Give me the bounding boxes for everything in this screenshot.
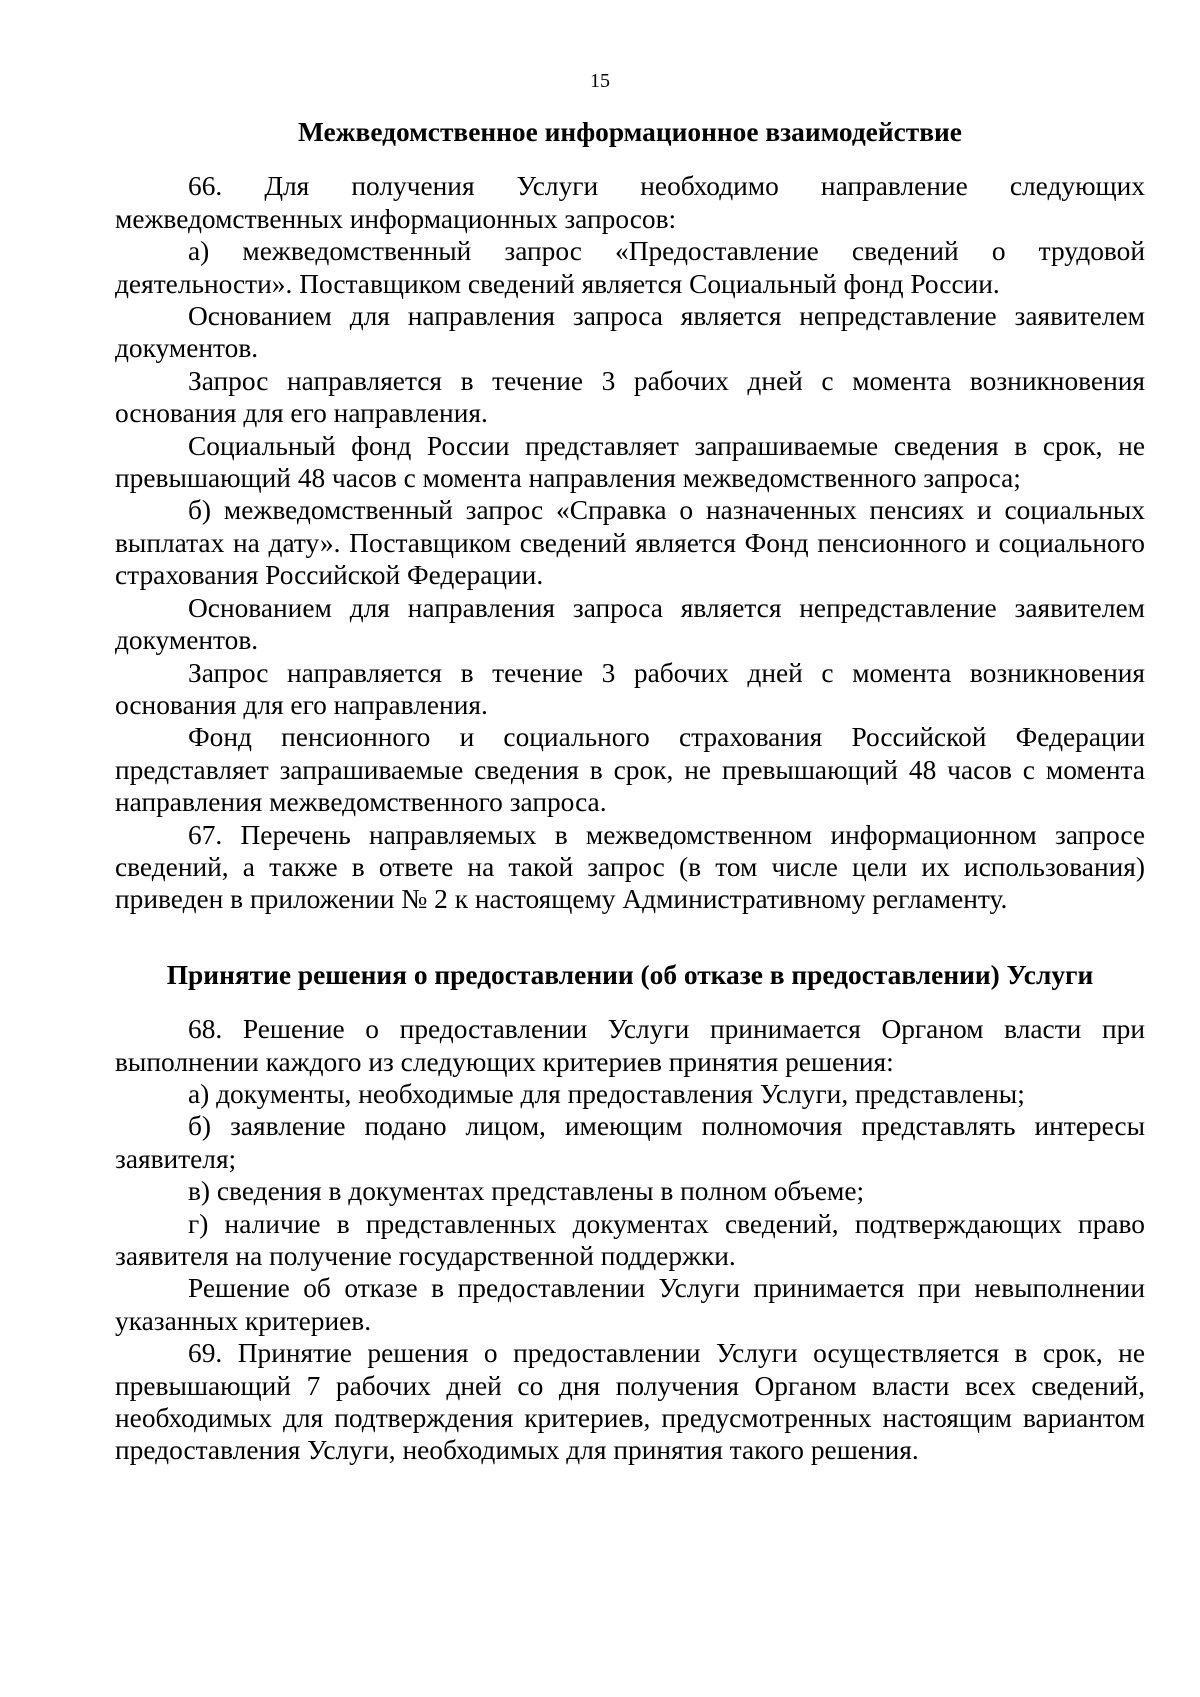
paragraph: Основанием для направления запроса является непредставление заявителем документов. xyxy=(115,592,1145,656)
paragraph: б) межведомственный запрос «Справка о назначенных пенсиях и социальных выплатах на дату». Поставщиком сведений является Фонд пенсионного и социального страхования Российской Федерации. xyxy=(115,495,1145,591)
document-body xyxy=(115,116,1145,1467)
paragraph: 66. Для получения Услуги необходимо направление следующих межведомственных информационных запросов: xyxy=(115,171,1145,234)
paragraph: а) межведомственный запрос «Предоставление сведений о трудовой деятельности». Поставщиком сведений является Социальный фонд России. xyxy=(115,236,1145,299)
paragraph: 67. Перечень направляемых в межведомственном информационном запросе сведений, а также в ответе на такой запрос (в том числе цели их использования) приведен в приложении № 2 к настоящему Административному регламенту. xyxy=(115,819,1145,915)
paragraph: Фонд пенсионного и социального страхования Российской Федерации представляет запрашиваемые сведения в срок, не превышающий 48 часов с момента направления межведомственного запроса. xyxy=(115,722,1145,818)
paragraph: г) наличие в представленных документах сведений, подтверждающих право заявителя на получение государственной поддержки. xyxy=(115,1208,1145,1271)
paragraph: Основанием для направления запроса является непредставление заявителем документов. xyxy=(115,301,1145,364)
paragraph: а) документы, необходимые для предоставления Услуги, представлены; xyxy=(188,1078,1025,1109)
paragraph: в) сведения в документах представлены в полном объеме; xyxy=(188,1176,865,1207)
paragraph: Запрос направляется в течение 3 рабочих дней с момента возникновения основания для его направления. xyxy=(115,365,1145,429)
section-heading: Межведомственное информационное взаимодействие xyxy=(298,117,962,147)
paragraph: 69. Принятие решения о предоставлении Услуги осуществляется в срок, не превышающий 7 рабочих дней со дня получения Органом власти всех сведений, необходимых для подтверждения критериев, предусмотренных настоящим вариантом предоставления Услуги, необходимых для принятия такого решения. xyxy=(115,1338,1145,1466)
page-number: 15 xyxy=(590,70,610,92)
paragraph: Запрос направляется в течение 3 рабочих дней с момента возникновения основания для его направления. xyxy=(115,657,1145,720)
paragraph: 68. Решение о предоставлении Услуги принимается Органом власти при выполнении каждого из следующих критериев принятия решения: xyxy=(115,1014,1145,1077)
paragraph: б) заявление подано лицом, имеющим полномочия представлять интересы заявителя; xyxy=(115,1111,1145,1174)
paragraph: Решение об отказе в предоставлении Услуги принимается при невыполнении указанных критериев. xyxy=(115,1273,1145,1336)
section-heading: Принятие решения о предоставлении (об отказе в предоставлении) Услуги xyxy=(166,959,1094,990)
paragraph: Социальный фонд России представляет запрашиваемые сведения в срок, не превышающий 48 часов с момента направления межведомственного запроса; xyxy=(115,430,1145,494)
